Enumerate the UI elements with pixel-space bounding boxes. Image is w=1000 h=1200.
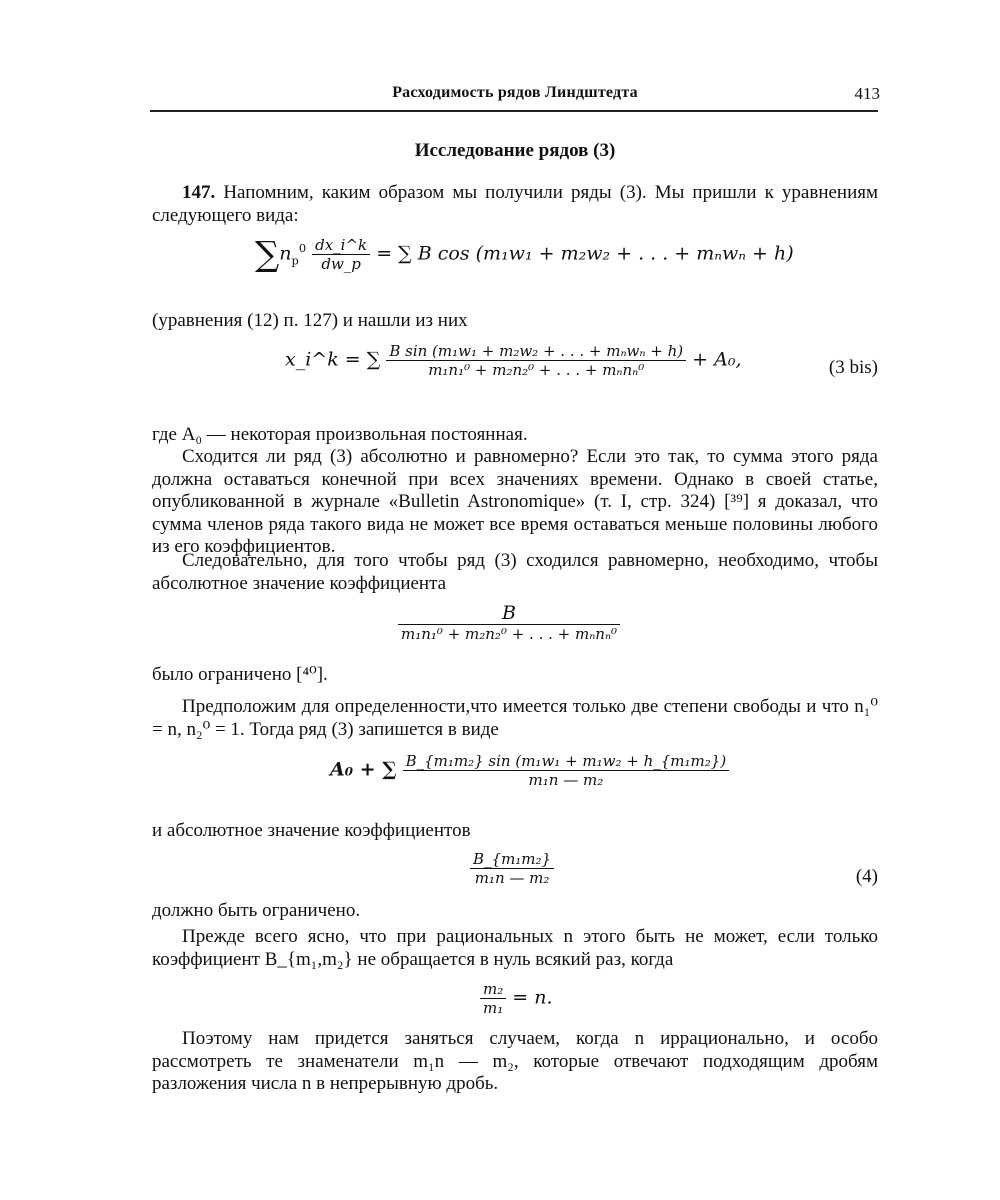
series-equation-fraction — [403, 752, 730, 789]
paragraph-8: и абсолютное значение коэффициентов — [152, 820, 471, 841]
equation-3bis-denominator: m₁n₁⁰ + m₂n₂⁰ + . . . + mₙnₙ⁰ — [428, 361, 645, 379]
ratio-denominator: m₁ — [483, 999, 504, 1017]
paragraph-10: Прежде всего ясно, что при рациональных n этого быть не может, если только коэффициент B_{m₁,m₂} не обращается в нуль всякий раз, когда — [152, 926, 878, 970]
ratio-tail: = n. — [512, 986, 553, 1009]
series-equation — [330, 752, 729, 789]
ratio-numerator: m₂ — [480, 980, 506, 999]
header-rule — [150, 110, 878, 112]
derivative-denominator: dw_p — [321, 255, 361, 273]
equation-3bis — [285, 342, 741, 379]
derivative-numerator: dx_i^k — [312, 236, 370, 255]
ratio-fraction — [480, 980, 506, 1017]
section-title: Исследование рядов (3) — [414, 140, 616, 161]
paragraph-9: должно быть ограничено. — [152, 900, 361, 921]
series-equation-numerator: B_{m₁m₂} sin (m₁w₁ + m₁w₂ + h_{m₁m₂}) — [403, 752, 730, 771]
equation-3bis-tail: + A₀, — [692, 348, 742, 371]
coefficient-fraction-body — [398, 602, 620, 643]
derivative-fraction — [312, 236, 370, 273]
page-header — [150, 84, 880, 110]
equation-label-4: (4) — [855, 866, 878, 887]
paragraph-5: Следовательно, для того чтобы ряд (3) сходился равномерно, необходимо, чтобы абсолютное значение коэффициента — [152, 550, 878, 594]
paragraph-4: Сходится ли ряд (3) абсолютно и равномерно? Если это так, то сумма этого ряда должна оставаться конечной при всех значениях времени. Однако в своей статье, опубликованной в журнале «Bulletin Astronomique» (т. I, стр. 324) [³⁹] я доказал, что сумма членов ряда такого вида не может все время оставаться меньше половины любого из его коэффициентов. — [152, 446, 878, 557]
paragraph-1-text: Напомним, каким образом мы получили ряды (3). Мы пришли к уравнениям следующего вида: — [152, 182, 879, 226]
series-equation-lhs: A₀ + ∑ — [330, 758, 397, 781]
paragraph-1 — [152, 182, 878, 227]
equation-3bis-lhs: x_i^k = ∑ — [285, 348, 381, 371]
equation-3bis-numerator: B sin (m₁w₁ + m₂w₂ + . . . + mₙwₙ + h) — [386, 342, 686, 361]
paragraph-6: было ограничено [⁴⁰]. — [152, 664, 328, 685]
equation-4-fraction — [470, 850, 554, 887]
equation-4 — [470, 850, 554, 887]
equation-label-3bis: (3 bis) — [828, 357, 878, 378]
paragraph-2: (уравнения (12) п. 127) и нашли из них — [152, 310, 468, 331]
equation-1: $\sum n_p^0$ $\frac{dx\_i\^{}k}{dw\_p}$ = ∑ B cos (m₁w₁ + m₂w₂ + . . . + mₙwₙ + h) — [255, 234, 794, 275]
equation-4-numerator: B_{m₁m₂} — [470, 850, 554, 869]
coefficient-denominator: m₁n₁⁰ + m₂n₂⁰ + . . . + mₙnₙ⁰ — [401, 625, 618, 643]
coefficient-fraction — [398, 602, 620, 643]
sum-symbol: ∑ — [255, 234, 280, 275]
running-title: Расходимость рядов Линдштедта — [392, 84, 638, 101]
paragraph-11: Поэтому нам придется заняться случаем, когда n иррационально, и особо рассмотреть те знаменатели m₁n — m₂, которые отвечают подходящим дробям разложения числа n в непрерывную дробь. — [152, 1028, 878, 1094]
equation-3bis-fraction — [386, 342, 686, 379]
coefficient-numerator: B — [398, 602, 620, 625]
series-equation-denominator: m₁n — m₂ — [528, 771, 604, 789]
page-number: 413 — [854, 84, 880, 103]
ratio-equation — [480, 980, 553, 1017]
paragraph-7: Предположим для определенности,что имеется только две степени свободы и что n₁⁰ = n, n₂⁰ = 1. Тогда ряд (3) запишется в виде — [152, 696, 878, 740]
equation-4-denominator: m₁n — m₂ — [474, 869, 550, 887]
paragraph-3: где A₀ — некоторая произвольная постоянная. — [152, 424, 528, 445]
equation-1-rhs: = ∑ B cos (m₁w₁ + m₂w₂ + . . . + mₙwₙ + h) — [376, 242, 794, 265]
paragraph-number: 147. — [182, 182, 216, 203]
